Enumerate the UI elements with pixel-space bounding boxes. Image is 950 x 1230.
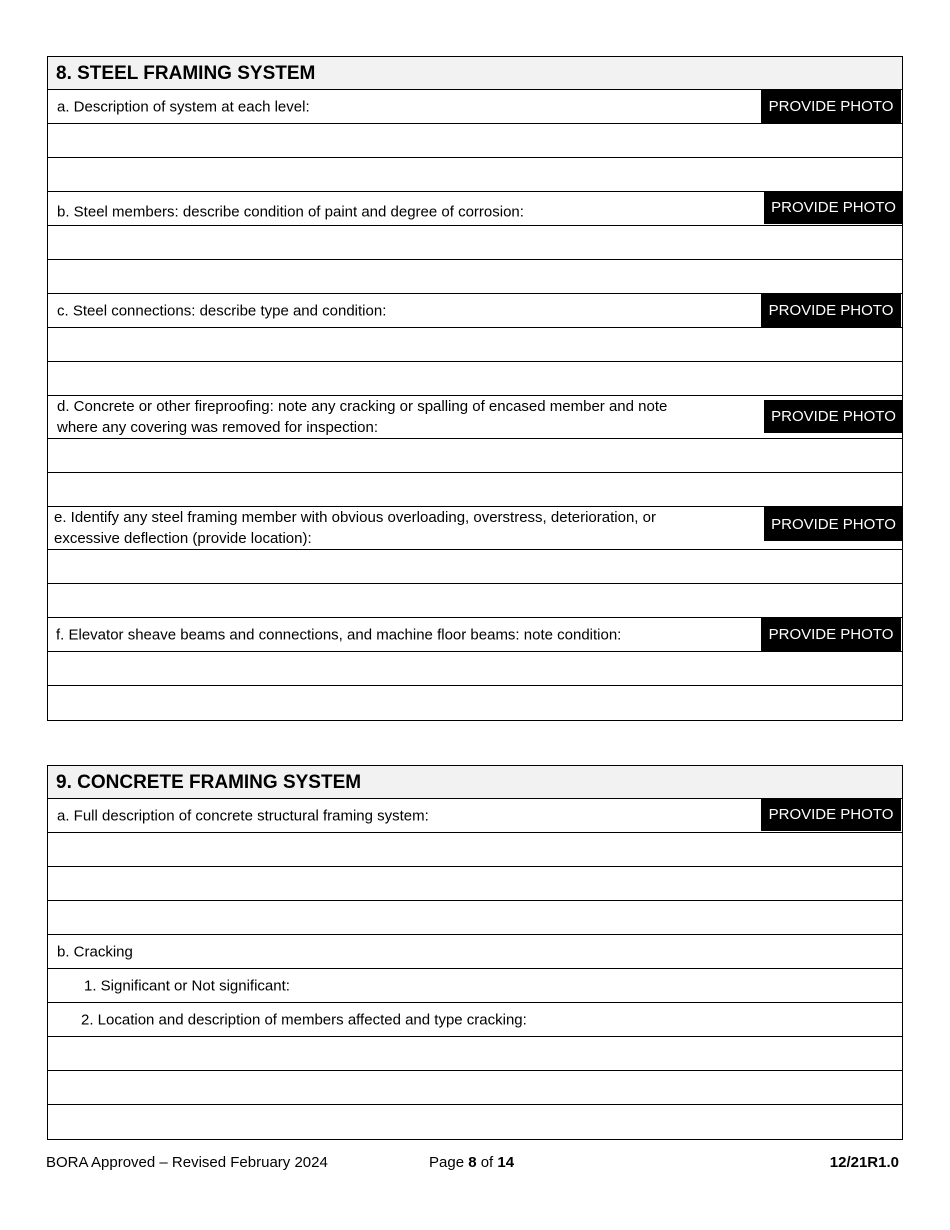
answer-field[interactable] (48, 328, 902, 362)
question-row (48, 396, 902, 439)
answer-field[interactable] (48, 584, 902, 618)
answer-field[interactable] (48, 473, 902, 507)
footer-approval: BORA Approved – Revised February 2024 (46, 1154, 328, 1171)
question-row (48, 935, 902, 969)
answer-field[interactable] (48, 901, 902, 935)
answer-field[interactable] (48, 260, 902, 294)
answer-field[interactable] (48, 439, 902, 473)
question-label: 1. Significant or Not significant: (84, 977, 290, 994)
question-row (48, 507, 902, 550)
page-number (429, 1152, 514, 1174)
answer-field[interactable] (48, 686, 902, 720)
question-label: 2. Location and description of members affected and type cracking: (81, 1011, 527, 1028)
provide-photo-button[interactable]: PROVIDE PHOTO (761, 798, 901, 831)
answer-field[interactable] (48, 1071, 902, 1105)
provide-photo-button[interactable]: PROVIDE PHOTO (764, 191, 903, 224)
question-label: d. Concrete or other fireproofing: note any cracking or spalling of encased member and note where any covering was removed for inspection: (57, 398, 668, 436)
section-title: 9. CONCRETE FRAMING SYSTEM (48, 766, 902, 799)
question-row (48, 618, 902, 652)
question-label: b. Steel members: describe condition of paint and degree of corrosion: (57, 203, 524, 221)
answer-field[interactable] (48, 1105, 902, 1139)
answer-field[interactable] (48, 1037, 902, 1071)
question-label: c. Steel connections: describe type and condition: (57, 302, 387, 319)
answer-field[interactable] (48, 652, 902, 686)
page-of: of (476, 1154, 498, 1171)
answer-field[interactable] (48, 124, 902, 158)
concrete-framing-section (47, 765, 903, 1140)
provide-photo-button[interactable]: PROVIDE PHOTO (764, 400, 903, 433)
question-row (48, 969, 902, 1003)
answer-field[interactable] (48, 833, 902, 867)
answer-field[interactable] (48, 550, 902, 584)
provide-photo-button[interactable]: PROVIDE PHOTO (764, 507, 903, 541)
page-footer (46, 1152, 899, 1174)
page-prefix: Page (429, 1154, 469, 1171)
question-row (48, 90, 902, 124)
provide-photo-button[interactable]: PROVIDE PHOTO (761, 294, 901, 327)
provide-photo-button[interactable]: PROVIDE PHOTO (761, 90, 901, 123)
section-title: 8. STEEL FRAMING SYSTEM (48, 57, 902, 90)
answer-field[interactable] (48, 226, 902, 260)
question-row (48, 799, 902, 833)
question-row (48, 192, 902, 226)
answer-field[interactable] (48, 362, 902, 396)
question-label: a. Full description of concrete structural framing system: (57, 807, 429, 824)
question-label: f. Elevator sheave beams and connections, and machine floor beams: note condition: (56, 626, 622, 643)
answer-field[interactable] (48, 158, 902, 192)
provide-photo-button[interactable]: PROVIDE PHOTO (761, 618, 901, 651)
question-label: a. Description of system at each level: (57, 98, 310, 115)
page-current: 8 (468, 1154, 477, 1171)
page-total: 14 (497, 1154, 515, 1171)
form-version: 12/21R1.0 (829, 1154, 899, 1171)
question-row (48, 1003, 902, 1037)
question-label: e. Identify any steel framing member with obvious overloading, overstress, deterioration, or excessive deflection (provide location): (54, 509, 656, 547)
question-row (48, 294, 902, 328)
answer-field[interactable] (48, 867, 902, 901)
question-label: b. Cracking (57, 943, 133, 960)
steel-framing-section (47, 56, 903, 721)
